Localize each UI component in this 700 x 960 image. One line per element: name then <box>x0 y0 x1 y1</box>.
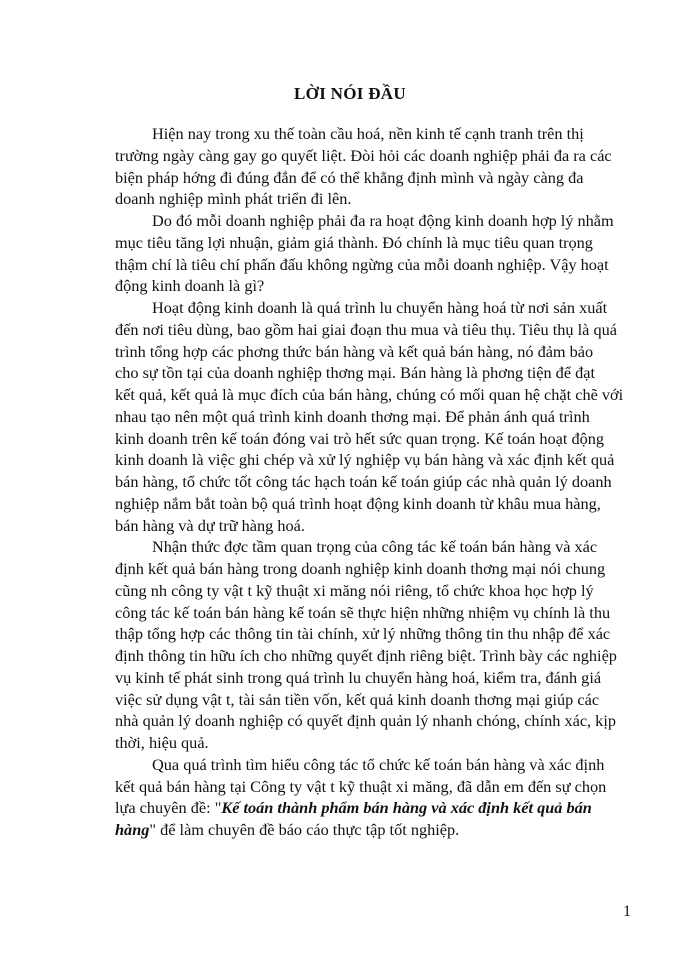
text-line <box>115 819 582 841</box>
text-line <box>115 710 616 732</box>
text-line <box>115 210 614 232</box>
text-line <box>115 515 582 537</box>
paragraph <box>115 536 617 754</box>
text-line <box>115 776 607 798</box>
line-text: thậm chí là tiêu chí phấn đấu không ngừng của mỗi doanh nghiệp. Vậy hoạt <box>115 254 609 274</box>
text-line <box>115 319 617 341</box>
line-text: bán hàng, tổ chức tốt công tác hạch toán kế toán giúp các nhà quản lý doanh <box>115 472 612 491</box>
paragraph <box>115 754 607 841</box>
document-body <box>115 123 624 841</box>
text-line <box>115 341 594 363</box>
text-line <box>115 732 582 754</box>
line-text: Do đó mỗi doanh nghiệp phải đa ra hoạt động kinh doanh hợp lý nhằm <box>152 211 614 230</box>
line-text: Hoạt động kinh doanh là quá trình lu chuyển hàng hoá từ nơi sản xuất <box>152 298 608 317</box>
line-text: đến nơi tiêu dùng, bao gồm hai giai đoạn thu mua và tiêu thụ. Tiêu thụ là quá <box>115 319 617 339</box>
text-line <box>115 449 615 471</box>
text-line <box>115 623 611 645</box>
line-text: " để làm chuyên đề báo cáo thực tập tốt nghiệp. <box>149 820 460 839</box>
line-text: kết quả bán hàng tại Công ty vật t kỹ thuật xi măng, đã dẫn em đến sự chọn <box>115 776 607 796</box>
line-text: kinh doanh là việc ghi chép và xử lý nghiệp vụ bán hàng và xác định kết quả <box>115 450 615 470</box>
text-line <box>115 754 605 776</box>
text-line <box>115 602 611 624</box>
text-line <box>115 471 612 493</box>
text-line <box>115 493 601 515</box>
line-text: nghiệp nắm bắt toàn bộ quá trình hoạt động kinh doanh từ khâu mua hàng, <box>115 493 601 513</box>
line-text: việc sử dụng vật t, tài sản tiền vốn, kết quả kinh doanh thơng mại giúp các <box>115 689 600 709</box>
line-text: định kết quả bán hàng trong doanh nghiệp kinh doanh thơng mại nói chung <box>115 559 606 578</box>
text-line <box>115 580 594 602</box>
line-text: động kinh doanh là gì? <box>115 276 265 296</box>
page-number: 1 <box>623 903 631 920</box>
text-line <box>115 667 602 689</box>
paragraph <box>115 123 612 210</box>
text-line <box>115 232 593 254</box>
paragraph <box>115 210 614 297</box>
line-text: lựa chuyên đề: " <box>115 798 222 818</box>
text-line <box>115 406 590 428</box>
line-text: trường ngày càng gay go quyết liệt. Đòi hỏi các doanh nghiệp phải đa ra các <box>115 145 612 165</box>
text-line <box>115 797 592 819</box>
document-title: LỜI NÓI ĐẦU <box>294 84 406 103</box>
text-line <box>115 254 609 276</box>
line-text: mục tiêu tăng lợi nhuận, giảm giá thành. Đó chính là mục tiêu quan trọng <box>115 232 593 252</box>
line-text: định thông tin hữu ích cho những quyết định riêng biệt. Trình bày các nghiệp <box>115 646 617 665</box>
line-text: trình tổng hợp các phơng thức bán hàng và kết quả bán hàng, nó đảm bảo <box>115 341 594 361</box>
text-line <box>115 384 624 406</box>
line-text: nhau tạo nên một quá trình kinh doanh thơng mại. Để phản ánh quá trình <box>115 406 590 426</box>
line-text: bán hàng và dự trữ hàng hoá. <box>115 515 305 535</box>
text-line <box>115 645 617 667</box>
text-line <box>115 275 582 297</box>
line-text: Qua quá trình tìm hiểu công tác tổ chức kế toán bán hàng và xác định <box>152 754 605 774</box>
line-text: kinh doanh trên kế toán đóng vai trò hết sức quan trọng. Kế toán hoạt động <box>115 428 605 448</box>
text-line <box>115 362 596 384</box>
text-line <box>115 167 582 189</box>
text-line <box>115 428 605 450</box>
emphasized-title-text: Kế toán thành phẩm bán hàng và xác định kết quả bán <box>221 798 592 818</box>
line-text: nhà quản lý doanh nghiệp có quyết định quản lý nhanh chóng, chính xác, kịp <box>115 711 616 731</box>
text-line <box>115 188 582 210</box>
text-line <box>115 536 598 558</box>
line-text: cho sự tồn tại của doanh nghiệp thơng mại. Bán hàng là phơng tiện để đạt <box>115 363 596 383</box>
text-line <box>115 558 606 580</box>
text-line <box>115 297 608 319</box>
line-text: doanh nghiệp mình phát triển đi lên. <box>115 189 352 209</box>
line-text: kết quả, kết quả là mục đích của bán hàng, chúng có mối quan hệ chặt chẽ với <box>115 385 624 404</box>
emphasized-title-text: hàng <box>115 820 150 839</box>
line-text: vụ kinh tế phát sinh trong quá trình lu chuyển hàng hoá, kiểm tra, đánh giá <box>115 667 602 687</box>
line-text: cũng nh công ty vật t kỹ thuật xi măng nói riêng, tổ chức khoa học hợp lý <box>115 580 594 600</box>
line-text: Nhận thức đợc tầm quan trọng của công tác kế toán bán hàng và xác <box>152 537 598 557</box>
text-line <box>115 145 612 167</box>
text-line <box>115 123 582 145</box>
line-text: thập tổng hợp các thông tin tài chính, xử lý những thông tin thu nhập để xác <box>115 624 611 644</box>
line-text: công tác kế toán bán hàng kế toán sẽ thực hiện những nhiệm vụ chính là thu <box>115 602 611 622</box>
line-text: biện pháp hớng đi đúng đắn để có thể khẳng định mình và ngày càng đa <box>115 167 584 187</box>
line-text: Hiện nay trong xu thế toàn cầu hoá, nền kinh tế cạnh tranh trên thị <box>152 124 584 143</box>
line-text: thời, hiệu quả. <box>115 733 209 752</box>
paragraph <box>115 297 624 536</box>
text-line <box>115 689 600 711</box>
